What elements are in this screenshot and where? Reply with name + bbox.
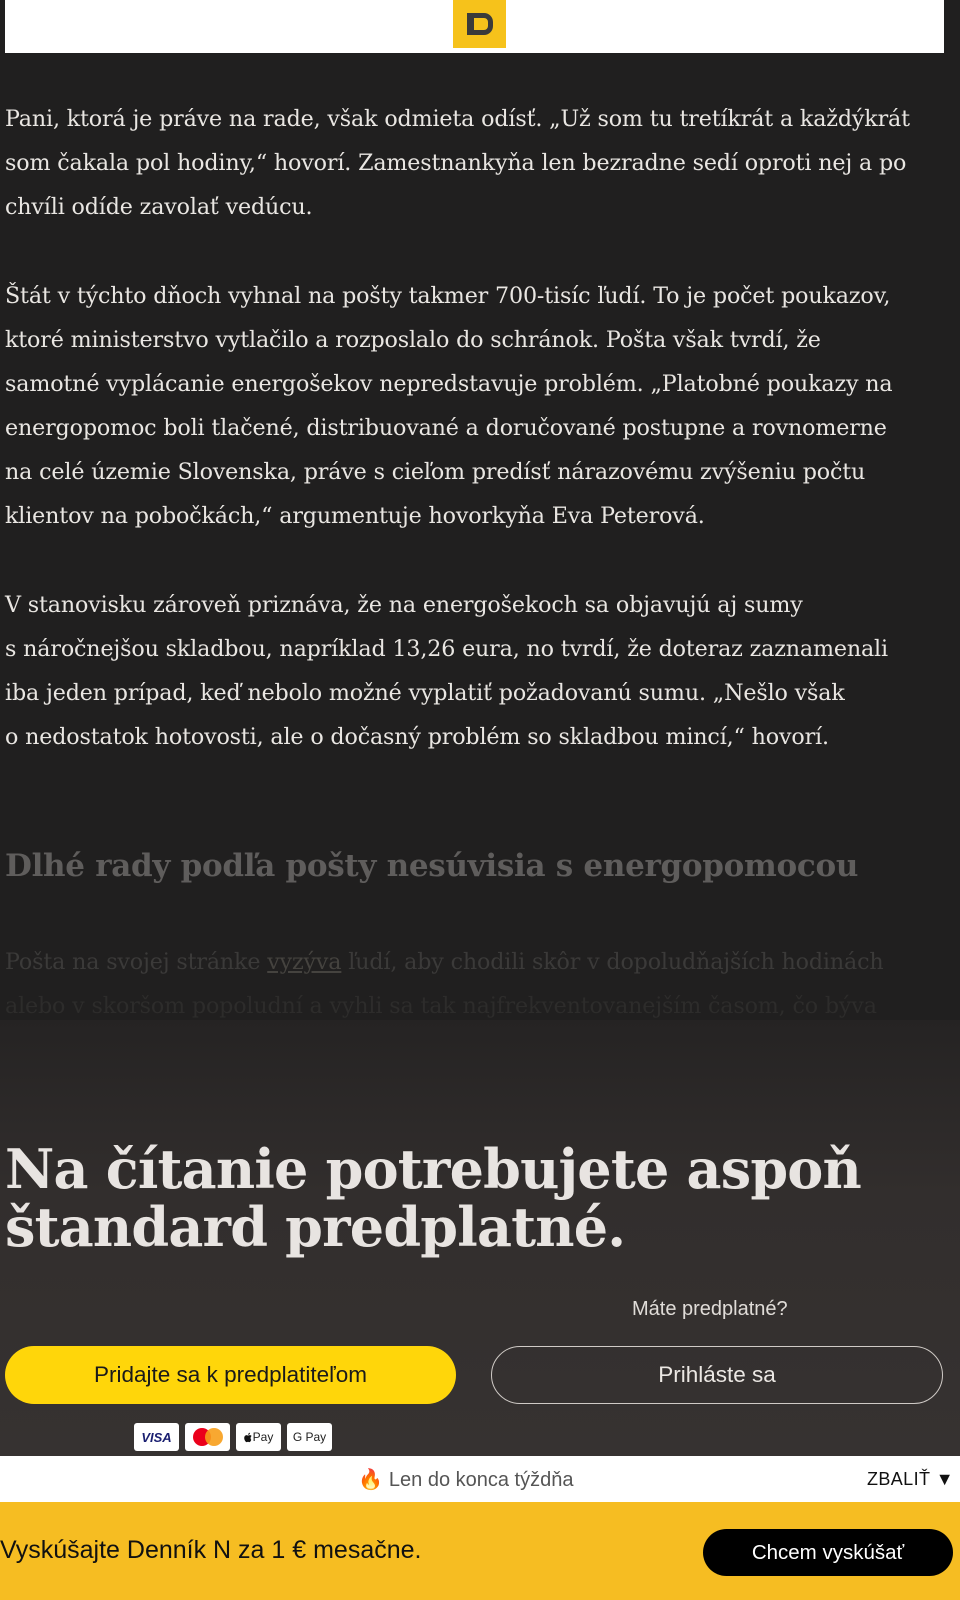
paywall-title [5, 1137, 905, 1259]
faded-line: alebo v skoršom popoludní a vyhli sa tak najfrekventovanejším časom, čo býva [5, 993, 877, 1019]
join-subscribers-button[interactable]: Pridajte sa k predplatiteľom [5, 1346, 456, 1404]
paragraph-line: chvíli odíde zavolať vedúcu. [5, 194, 313, 220]
paragraph-line: energopomoc boli tlačené, distribuované a doručované postupne a rovnomerne [5, 415, 887, 441]
vyzyva-link[interactable]: vyzýva [267, 949, 342, 975]
paragraph-line: s náročnejšou skladbou, napríklad 13,26 eura, no tvrdí, že doteraz zaznamenali [5, 636, 888, 662]
logo-d-icon [467, 13, 493, 35]
paragraph-line: samotné vyplácanie energošekov nepredstavuje problém. „Platobné poukazy na [5, 371, 893, 397]
offer-text: Vyskúšajte Denník N za 1 € mesačne. [0, 1536, 422, 1564]
fire-icon: 🔥 [358, 1469, 383, 1491]
has-subscription-label: Máte predplatné? [632, 1298, 788, 1320]
paragraph-line: Štát v týchto dňoch vyhnal na pošty takmer 700-tisíc ľudí. To je počet poukazov, [5, 283, 891, 309]
paragraph-line: iba jeden prípad, keď nebolo možné vyplatiť požadovanú sumu. „Nešlo však [5, 680, 845, 706]
faded-line [5, 940, 950, 984]
top-header [5, 0, 944, 53]
offer-bar [0, 1502, 960, 1600]
paragraph-line: na celé územie Slovenska, práve s cieľom predísť nárazovému zvýšeniu počtu [5, 459, 866, 485]
paragraph-line: som čakala pol hodiny,“ hovorí. Zamestnankyňa len bezradne sedí oproti nej a po [5, 150, 907, 176]
paragraph-line: V stanovisku zároveň priznáva, že na energošekoch sa objavujú aj sumy [5, 592, 803, 618]
paragraph-line: Pani, ktorá je práve na rade, však odmieta odísť. „Už som tu tretíkrát a každýkrát [5, 106, 910, 132]
promo-text [358, 1467, 574, 1492]
paragraph-line: klientov na pobočkách,“ argumentuje hovorkyňa Eva Peterová. [5, 503, 705, 529]
paragraph-line: o nedostatok hotovosti, ale o dočasný problém so skladbou mincí,“ hovorí. [5, 724, 829, 750]
apple-icon [244, 1432, 253, 1443]
chevron-down-icon: ▼ [935, 1469, 954, 1489]
promo-label: Len do konca týždňa [388, 1469, 574, 1491]
visa-icon: VISA [134, 1423, 179, 1451]
faded-paragraph [5, 940, 950, 1028]
promo-strip [0, 1456, 960, 1502]
apple-pay-icon [236, 1423, 281, 1451]
collapse-button[interactable] [867, 1469, 954, 1490]
article-paragraph [5, 274, 950, 538]
article-paragraph [5, 583, 950, 759]
faded-text: ľudí, aby chodili skôr v dopoludňajších hodinách [341, 949, 884, 975]
paragraph-line: ktoré ministerstvo vytlačilo a rozposlalo do schránok. Pošta však tvrdí, že [5, 327, 821, 353]
article-paragraph [5, 97, 950, 229]
paywall-title-line: štandard predplatné. [5, 1195, 626, 1259]
login-button[interactable]: Prihláste sa [491, 1346, 943, 1404]
google-pay-icon: G Pay [287, 1423, 332, 1451]
dennik-n-logo[interactable] [453, 0, 506, 48]
mastercard-logo [193, 1428, 223, 1446]
paywall-title-line: Na čítanie potrebujete aspoň [5, 1137, 861, 1201]
apple-pay-text: Pay [252, 1430, 274, 1444]
collapse-label: ZBALIŤ [866, 1469, 931, 1489]
try-button[interactable]: Chcem vyskúšať [703, 1529, 953, 1576]
mastercard-icon [185, 1423, 230, 1451]
payment-methods [134, 1423, 332, 1451]
faded-text: Pošta na svojej stránke [5, 949, 268, 975]
article-subheading: Dlhé rady podľa pošty nesúvisia s energopomocou [5, 848, 859, 884]
